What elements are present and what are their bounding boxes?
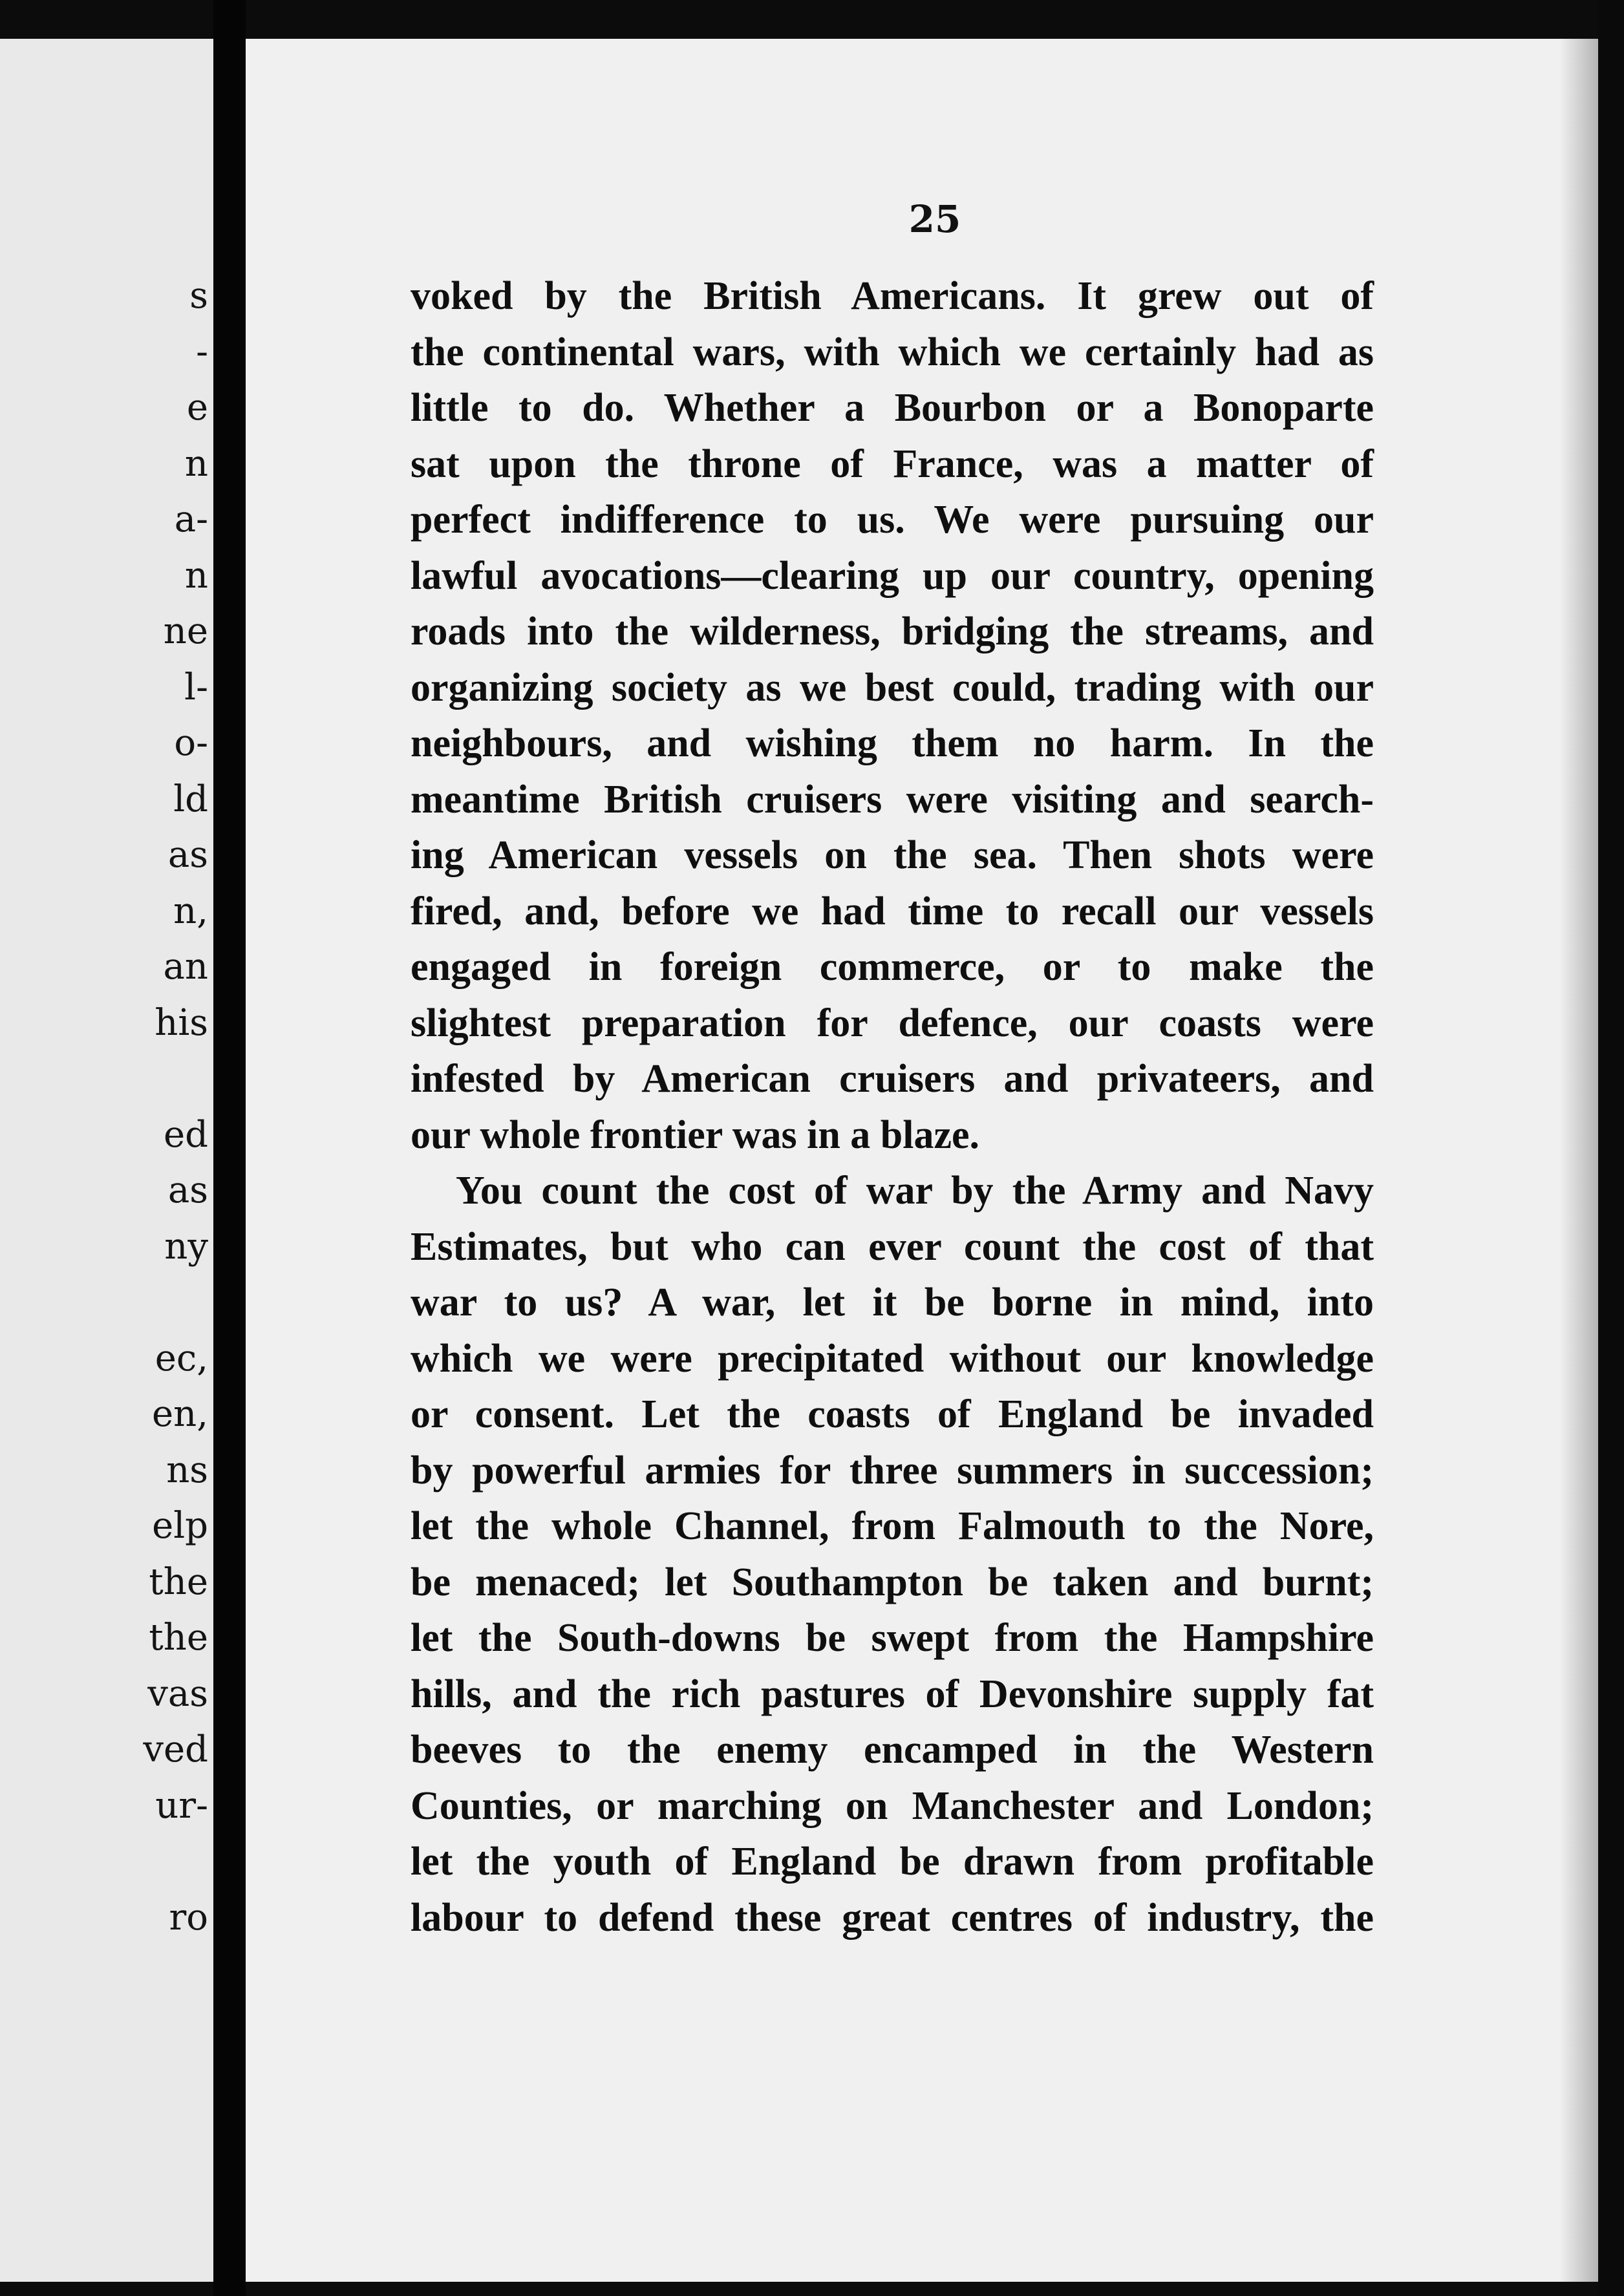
left-page-fragment: en, xyxy=(151,1393,208,1435)
left-page-fragment: as xyxy=(167,1169,208,1211)
text-line: be menaced; let Southampton be taken and burnt; xyxy=(411,1560,1374,1604)
text-line: Estimates, but who can ever count the cost of that xyxy=(411,1224,1374,1269)
left-page-fragment: o- xyxy=(174,722,208,764)
text-line: sat upon the throne of France, was a matter of xyxy=(411,441,1374,486)
page-number: 25 xyxy=(908,197,961,241)
text-line: ing American vessels on the sea. Then shots were xyxy=(411,833,1374,877)
text-line: which we were precipitated without our knowledge xyxy=(411,1336,1374,1381)
left-page-fragment: as xyxy=(167,834,208,876)
left-page-fragment: ny xyxy=(164,1225,208,1268)
left-page-fragment: the xyxy=(149,1617,208,1659)
text-line: beeves to the enemy encamped in the Western xyxy=(411,1728,1374,1772)
book-page xyxy=(246,39,1598,2282)
text-line: neighbours, and wishing them no harm. In the xyxy=(411,721,1374,765)
book-gutter xyxy=(213,0,246,2296)
left-page-fragment: ved xyxy=(143,1728,208,1770)
text-line: let the South-downs be swept from the Hampshire xyxy=(411,1616,1374,1660)
left-page-fragment: s xyxy=(189,275,208,317)
text-line: infested by American cruisers and privateers, and xyxy=(411,1057,1374,1101)
left-page-fragment: the xyxy=(149,1560,208,1603)
scan-right-edge xyxy=(1598,0,1624,2296)
paragraph xyxy=(411,1163,1374,1946)
text-line: labour to defend these great centres of industry, the xyxy=(411,1895,1374,1940)
left-page-fragment: - xyxy=(196,330,208,373)
text-line: roads into the wilderness, bridging the streams, and xyxy=(411,610,1374,654)
text-line: war to us? A war, let it be borne in mind, into xyxy=(411,1281,1374,1324)
text-line: lawful avocations—clearing up our country, opening xyxy=(411,553,1374,598)
text-line: by powerful armies for three summers in succession; xyxy=(411,1448,1374,1493)
left-page-fragment: ed xyxy=(164,1113,208,1156)
left-page-fragment: his xyxy=(155,1001,208,1044)
text-line: let the youth of England be drawn from profitable xyxy=(411,1840,1374,1884)
page-body-text xyxy=(411,268,1374,1946)
text-line: our whole frontier was in a blaze. xyxy=(411,1112,980,1157)
left-page-fragment: e xyxy=(186,387,208,429)
text-line: Counties, or marching on Manchester and London; xyxy=(411,1783,1374,1828)
left-page-fragment: ur- xyxy=(155,1784,208,1827)
left-page-fragment: n xyxy=(184,442,208,485)
left-page-fragment: ro xyxy=(169,1896,208,1939)
left-page-fragment: ec, xyxy=(155,1337,208,1379)
text-line: voked by the British Americans. It grew out of xyxy=(411,274,1374,318)
text-line: let the whole Channel, from Falmouth to the Nore, xyxy=(411,1504,1374,1548)
text-line: hills, and the rich pastures of Devonshire supply fat xyxy=(411,1672,1374,1716)
left-page-fragment: ns xyxy=(166,1449,208,1491)
text-line: fired, and, before we had time to recall our vessels xyxy=(411,889,1374,933)
left-page-fragment: l- xyxy=(184,666,208,708)
text-line: perfect indifference to us. We were pursuing our xyxy=(411,498,1374,542)
text-line: organizing society as we best could, trading with our xyxy=(411,665,1374,710)
text-line: You count the cost of war by the Army and Navy xyxy=(456,1169,1374,1213)
left-page-fragment: n xyxy=(184,554,208,597)
text-line: meantime British cruisers were visiting and search- xyxy=(411,777,1374,822)
left-facing-page xyxy=(0,39,213,2282)
text-line: little to do. Whether a Bourbon or a Bonoparte xyxy=(411,386,1374,430)
left-page-fragment: ne xyxy=(163,610,208,652)
left-page-fragment: an xyxy=(163,946,208,988)
left-page-fragment: n, xyxy=(173,889,208,932)
left-page-fragment: a- xyxy=(174,498,208,540)
text-line: engaged in foreign commerce, or to make the xyxy=(411,945,1374,989)
paragraph xyxy=(411,268,1374,1163)
left-page-fragment: elp xyxy=(152,1505,208,1547)
text-line: slightest preparation for defence, our coasts were xyxy=(411,1001,1374,1045)
text-line: or consent. Let the coasts of England be invaded xyxy=(411,1392,1374,1436)
text-line: the continental wars, with which we certainly had as xyxy=(411,330,1374,374)
left-page-fragment: ld xyxy=(173,778,208,820)
left-page-fragment: vas xyxy=(147,1672,208,1715)
